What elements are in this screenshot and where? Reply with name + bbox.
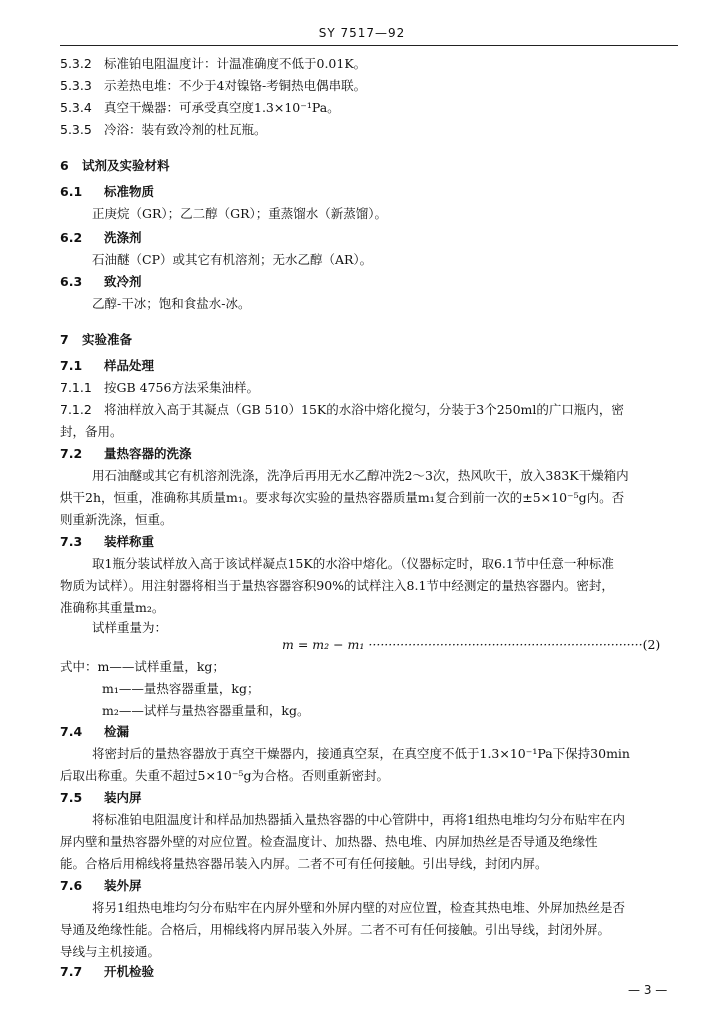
paragraph: 石油醚（CP）或其它有机溶剂；无水乙醇（AR）。 [92, 252, 373, 267]
clause-6-2-heading [60, 228, 680, 248]
clause-6-3-heading [60, 272, 680, 292]
clause-6-1-heading [60, 182, 680, 202]
clause-7-1-2 [60, 400, 680, 420]
paragraph: 乙醇-干冰；饱和食盐水-冰。 [92, 296, 251, 311]
clause-7-2-heading [60, 444, 680, 464]
paragraph: 将密封后的量热容器放于真空干燥器内，接通真空泵，在真空度不低于1.3×10⁻¹Pa下保持30min [92, 746, 630, 761]
paragraph-continuation: 导通及绝缘性能。合格后，用棉线将内屏吊装入外屏。二者不可有任何接触。引出导线，封闭外屏。 [60, 922, 611, 937]
clause-7-1-heading [60, 356, 680, 376]
paragraph-continuation: 烘干2h，恒重，准确称其质量m₁。要求每次实验的量热容器质量m₁复合到前一次的±5×10⁻⁵g内。否 [60, 490, 625, 505]
paragraph-continuation: 则重新洗涤，恒重。 [60, 512, 173, 527]
formula-2 [282, 635, 680, 655]
clause-7-1-1 [60, 378, 680, 398]
clause-title: 开机检验 [104, 964, 155, 979]
paragraph-continuation: 封，备用。 [60, 424, 123, 439]
clause-number: 7.1 [60, 358, 83, 373]
clause-number: 7.1.2 [60, 402, 92, 417]
paragraph-continuation: 屏内壁和量热容器外壁的对应位置。检查温度计、加热器、热电堆、内屏加热丝是否导通及绝缘性 [60, 834, 598, 849]
clause-5-3-2 [60, 54, 680, 74]
paragraph-continuation: 导线与主机接通。 [60, 944, 161, 959]
paragraph: 取1瓶分装试样放入高于该试样凝点15K的水浴中熔化。（仪器标定时，取6.1节中任意一种标准 [92, 556, 614, 571]
clause-text: 真空干燥器：可承受真空度1.3×10⁻¹Pa。 [104, 100, 340, 115]
clause-title: 量热容器的洗涤 [104, 446, 192, 461]
clause-number: 6.1 [60, 184, 83, 199]
clause-5-3-4 [60, 98, 680, 118]
clause-5-3-3 [60, 76, 680, 96]
clause-title: 装样称重 [104, 534, 155, 549]
page-header: SY 7517—92 [318, 26, 406, 40]
clause-7-3-heading [60, 532, 680, 552]
clause-7-7-heading [60, 962, 680, 982]
clause-number: 6.3 [60, 274, 83, 289]
clause-title: 检漏 [104, 724, 130, 739]
paragraph: 试样重量为： [92, 620, 168, 635]
clause-number: 5.3.5 [60, 122, 92, 137]
where-clause: 式中：m——试样重量，kg； [60, 659, 225, 674]
header-rule [60, 45, 678, 46]
section-number: 7 [60, 332, 69, 347]
equation-number: (2) [642, 637, 661, 652]
paragraph: 将另1组热电堆均匀分布贴牢在内屏外壁和外屏内壁的对应位置，检查其热电堆、外屏加热丝是否 [92, 900, 625, 915]
clause-number: 5.3.2 [60, 56, 92, 71]
clause-number: 5.3.3 [60, 78, 92, 93]
paragraph-continuation: 能。合格后用棉线将量热容器吊装入内屏。二者不可有任何接触。引出导线，封闭内屏。 [60, 856, 548, 871]
clause-5-3-5 [60, 120, 680, 140]
clause-text: 示差热电堆：不少于4对镍铬-考铜热电偶串联。 [104, 78, 367, 93]
clause-title: 洗涤剂 [104, 230, 142, 245]
clause-title: 致冷剂 [104, 274, 142, 289]
clause-7-5-heading [60, 788, 680, 808]
paragraph: 用石油醚或其它有机溶剂洗涤，洗净后再用无水乙醇冲洗2～3次，热风吹干，放入383K干燥箱内 [92, 468, 629, 483]
section-6-heading [60, 156, 680, 176]
section-title: 实验准备 [82, 332, 133, 347]
clause-number: 7.3 [60, 534, 83, 549]
clause-text: 按GB 4756方法采集油样。 [104, 380, 259, 395]
clause-number: 7.2 [60, 446, 83, 461]
clause-title: 装外屏 [104, 878, 142, 893]
clause-number: 7.1.1 [60, 380, 92, 395]
paragraph-continuation: 后取出称重。失重不超过5×10⁻⁵g为合格。否则重新密封。 [60, 768, 389, 783]
clause-text: 将油样放入高于其凝点（GB 510）15K的水浴中熔化搅匀，分装于3个250ml的广口瓶内，密 [104, 402, 624, 417]
clause-number: 7.5 [60, 790, 83, 805]
formula-text: m = m₂ − m₁ ····································································· [282, 637, 643, 652]
clause-title: 标准物质 [104, 184, 155, 199]
clause-7-6-heading [60, 876, 680, 896]
paragraph-continuation: 物质为试样）。用注射器将相当于量热容器容积90%的试样注入8.1节中经测定的量热容器内。密封， [60, 578, 614, 593]
clause-title: 样品处理 [104, 358, 155, 373]
section-title: 试剂及实验材料 [82, 158, 170, 173]
section-7-heading [60, 330, 680, 350]
clause-number: 7.4 [60, 724, 83, 739]
where-item: m₂——试样与量热容器重量和，kg。 [102, 703, 310, 718]
clause-number: 7.7 [60, 964, 83, 979]
clause-text: 标准铂电阻温度计：计温准确度不低于0.01K。 [104, 56, 367, 71]
clause-number: 5.3.4 [60, 100, 92, 115]
clause-7-4-heading [60, 722, 680, 742]
paragraph: 将标准铂电阻温度计和样品加热器插入量热容器的中心管阱中，再将1组热电堆均匀分布贴牢在内 [92, 812, 625, 827]
section-number: 6 [60, 158, 69, 173]
page-number: — 3 — [628, 983, 668, 997]
paragraph: 正庚烷（GR）；乙二醇（GR）；重蒸馏水（新蒸馏）。 [92, 206, 388, 221]
clause-number: 6.2 [60, 230, 83, 245]
paragraph-continuation: 准确称其重量m₂。 [60, 600, 165, 615]
clause-title: 装内屏 [104, 790, 142, 805]
where-item: m₁——量热容器重量，kg； [102, 681, 260, 696]
clause-number: 7.6 [60, 878, 83, 893]
clause-text: 冷浴：装有致冷剂的杜瓦瓶。 [104, 122, 267, 137]
